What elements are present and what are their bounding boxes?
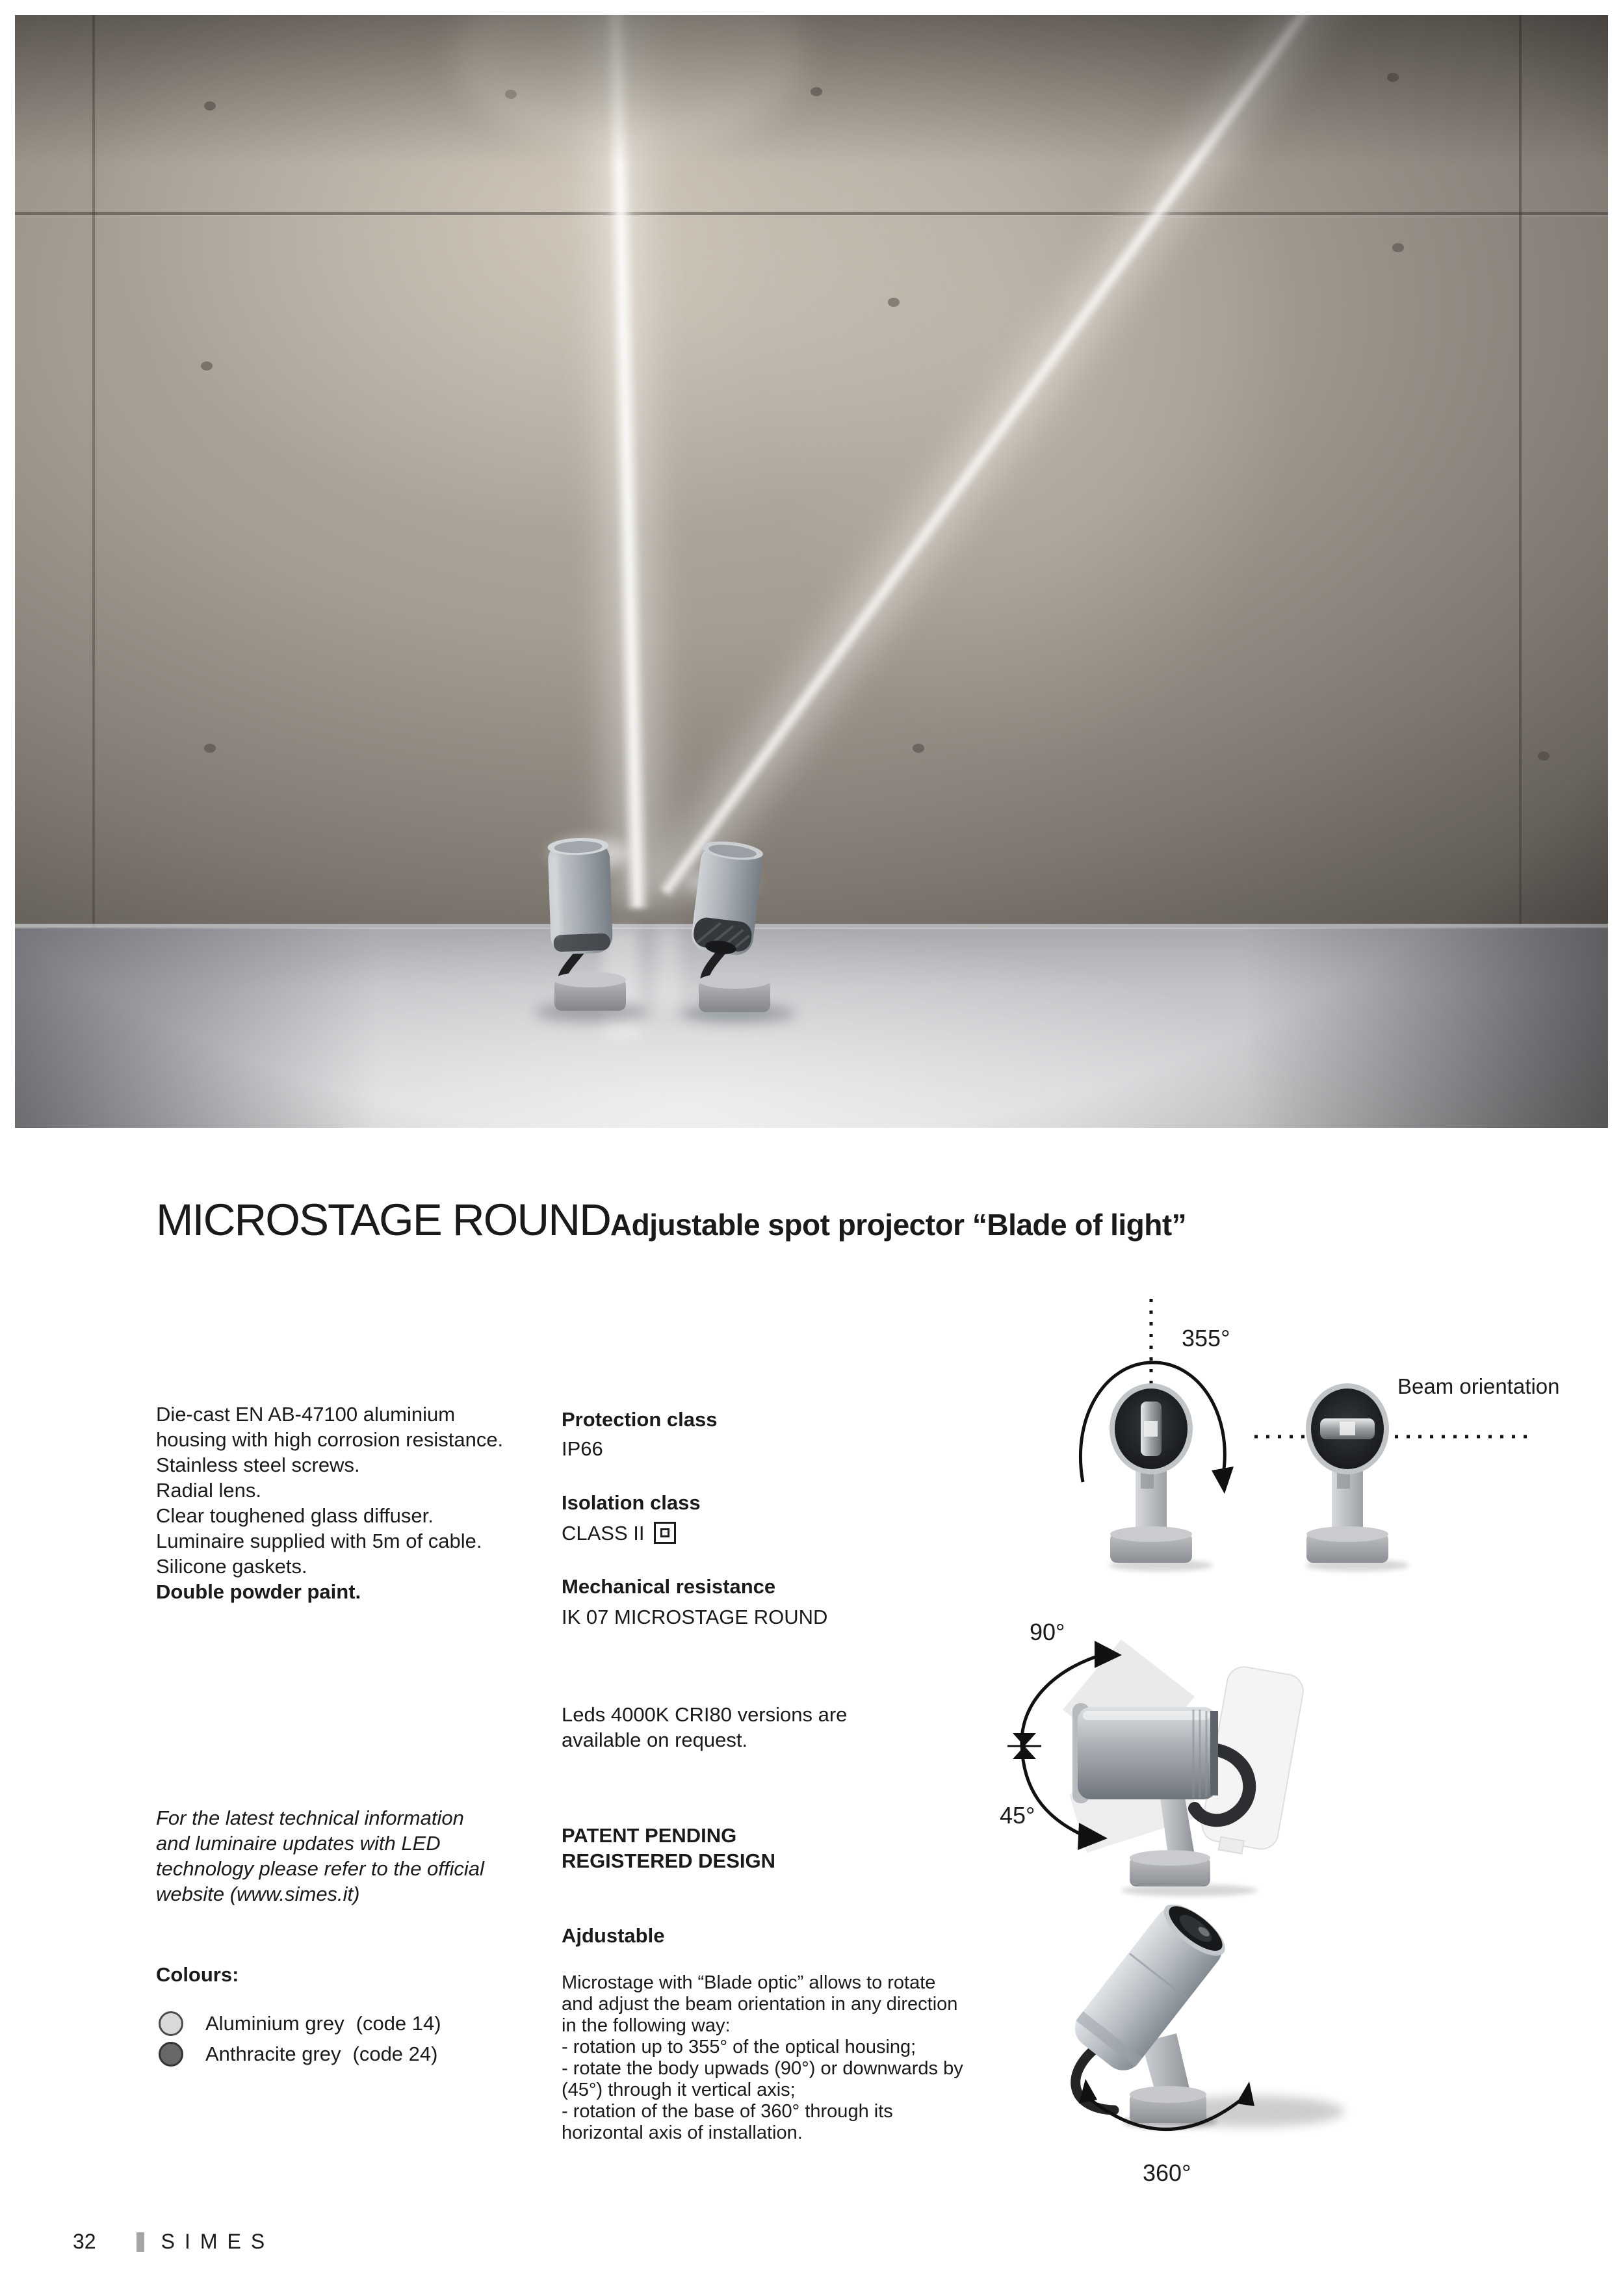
angle-label-90: 90° [1030, 1619, 1065, 1645]
page-header [156, 1195, 1187, 1245]
technical-note [156, 1805, 520, 1907]
colour-label: Aluminium grey [205, 2012, 344, 2035]
isolation-class-heading: Isolation class [562, 1491, 701, 1514]
leds-note-line: Leds 4000K CRI80 versions are [562, 1703, 848, 1726]
adjustable-line: - rotation up to 355° of the optical housing; [562, 2037, 916, 2057]
note-line: technology please refer to the official [156, 1857, 484, 1880]
note-line: and luminaire updates with LED [156, 1832, 441, 1855]
protection-class-heading: Protection class [562, 1408, 718, 1431]
diagram-tilt [975, 1599, 1352, 1918]
diagram-tilt-art [975, 1599, 1352, 1918]
description-line: Stainless steel screws. [156, 1454, 360, 1476]
patent-line: PATENT PENDING [562, 1824, 737, 1847]
page-title: MICROSTAGE ROUND [156, 1195, 610, 1245]
mechanical-resistance-heading: Mechanical resistance [562, 1575, 776, 1598]
colour-code: (code 24) [352, 2042, 438, 2065]
photo-scene [15, 15, 1608, 1128]
colour-label: Anthracite grey [205, 2042, 341, 2065]
adjustable-heading: Ajdustable [562, 1924, 665, 1947]
anthracite-grey-swatch [159, 2042, 183, 2067]
adjustable-line: in the following way: [562, 2015, 731, 2036]
colours-section [156, 1962, 520, 1987]
angle-label-355: 355° [1182, 1325, 1230, 1351]
angle-label-45: 45° [1000, 1802, 1035, 1829]
adjustable-line: horizontal axis of installation. [562, 2122, 803, 2143]
page-footer [73, 2230, 274, 2254]
adjustable-line: - rotation of the base of 360° through its [562, 2101, 893, 2122]
description-line: housing with high corrosion resistance. [156, 1428, 504, 1451]
diagram-optical-rotation-art [994, 1287, 1592, 1586]
patent-line: REGISTERED DESIGN [562, 1849, 775, 1872]
colour-option-aluminium-grey [159, 2011, 441, 2036]
description-line: Die-cast EN AB-47100 aluminium [156, 1403, 456, 1426]
class-ii-icon [654, 1522, 676, 1544]
note-line: For the latest technical information [156, 1807, 464, 1829]
colour-code: (code 14) [356, 2012, 441, 2035]
brand-name: SIMES [161, 2230, 275, 2253]
adjustable-line: - rotate the body upwads (90°) or downwards by [562, 2058, 963, 2079]
colours-heading: Colours: [156, 1963, 239, 1986]
colour-option-anthracite-grey [159, 2042, 437, 2067]
footer-divider [136, 2232, 144, 2252]
beam-orientation-label: Beam orientation [1397, 1374, 1560, 1398]
arrowhead [1212, 1467, 1234, 1494]
leds-note-line: available on request. [562, 1729, 748, 1751]
arrowhead-right [1236, 2081, 1254, 2106]
isolation-class-value: CLASS II [562, 1520, 676, 1546]
diagram-base-rotation-art [1014, 1905, 1391, 2210]
aluminium-grey-swatch [159, 2011, 183, 2036]
description-line: Clear toughened glass diffuser. [156, 1504, 434, 1527]
diagram-optical-rotation [994, 1287, 1592, 1586]
luminaire-front-left [1109, 1383, 1213, 1571]
description-line: Radial lens. [156, 1479, 261, 1502]
luminaire-front-right [1305, 1383, 1409, 1571]
adjustable-line: Microstage with “Blade optic” allows to rotate [562, 1972, 936, 1993]
page-number: 32 [73, 2230, 96, 2253]
adjustable-line: (45°) through it vertical axis; [562, 2080, 796, 2100]
description-line: Silicone gaskets. [156, 1555, 307, 1578]
product-description [156, 1402, 520, 1604]
protection-class-value: IP66 [562, 1437, 603, 1460]
adjustable-line: and adjust the beam orientation in any direction [562, 1994, 958, 2015]
description-line: Luminaire supplied with 5m of cable. [156, 1530, 482, 1552]
note-line: website (www.simes.it) [156, 1883, 360, 1905]
body-cylinder [1078, 1707, 1217, 1799]
axis-marker [1007, 1733, 1041, 1759]
page-subtitle: Adjustable spot projector “Blade of light” [610, 1208, 1187, 1242]
mechanical-resistance-value: IK 07 MICROSTAGE ROUND [562, 1606, 828, 1628]
description-line-bold: Double powder paint. [156, 1580, 361, 1603]
adjustable-description [562, 1972, 1010, 2144]
diagram-base-rotation [1014, 1905, 1391, 2210]
product-photo [15, 15, 1608, 1128]
angle-label-360: 360° [1143, 2159, 1191, 2186]
